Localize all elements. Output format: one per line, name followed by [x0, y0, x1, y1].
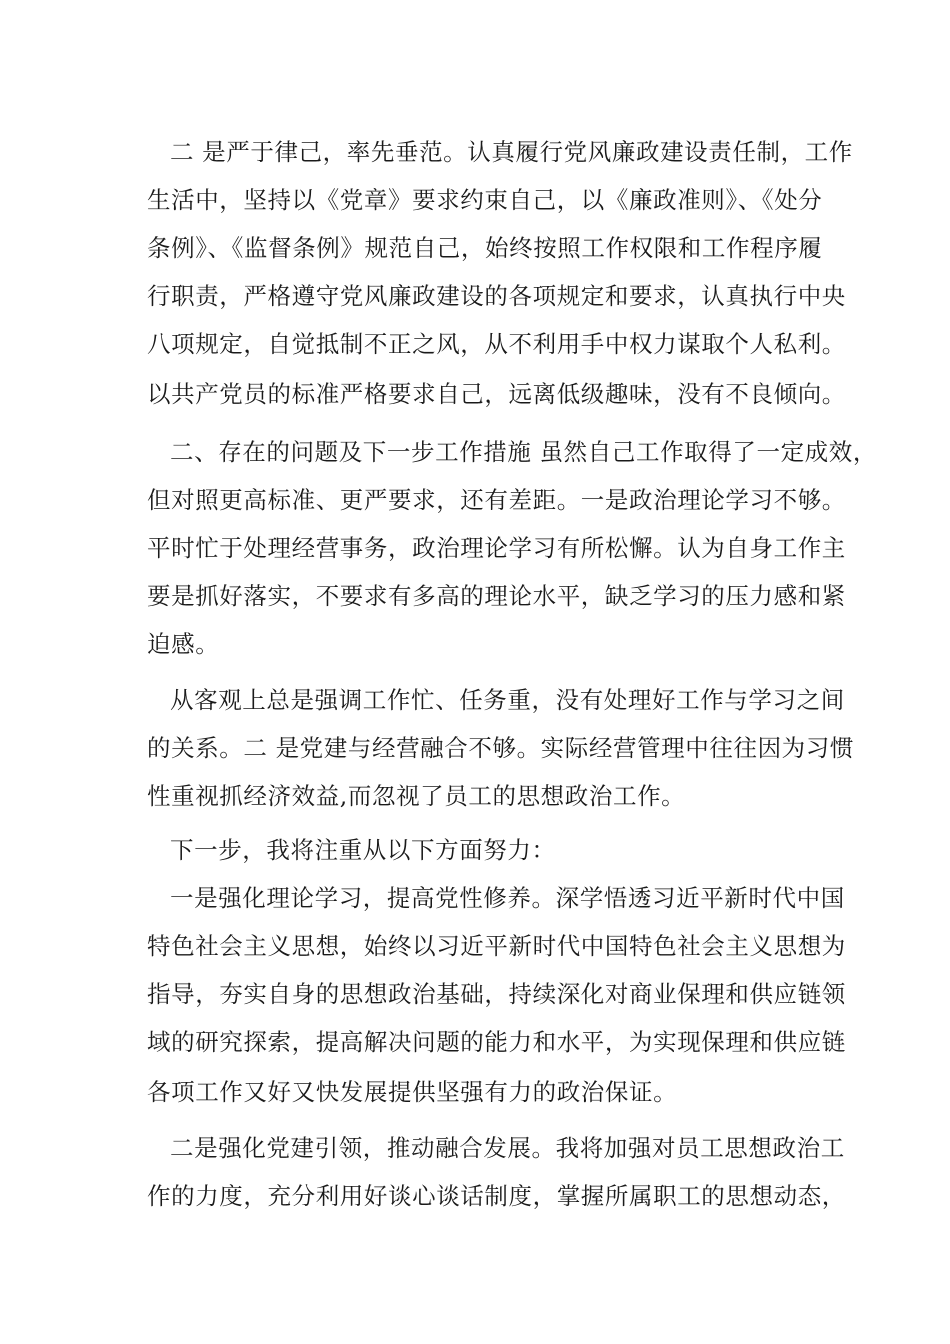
text-line: 生活中，坚持以《党章》要求约束自己，以《廉政准则》、《处分 [147, 186, 823, 214]
text-line: 性重视抓经济效益,而忽视了员工的思想政治工作。 [147, 782, 686, 810]
text-line: 二 是严于律己，率先垂范。认真履行党风廉政建设责任制，工作 [170, 138, 853, 166]
text-line: 各项工作又好又快发展提供坚强有力的政治保证。 [147, 1078, 678, 1106]
text-line: 八项规定，自觉抵制不正之风，从不利用手中权力谋取个人私利。 [147, 330, 846, 358]
text-line: 行职责，严格遵守党风廉政建设的各项规定和要求，认真执行中央 [147, 282, 846, 310]
text-line: 要是抓好落实，不要求有多高的理论水平，缺乏学习的压力感和紧 [147, 582, 846, 610]
text-line: 作的力度，充分利用好谈心谈话制度，掌握所属职工的思想动态， [147, 1182, 846, 1210]
text-line: 特色社会主义思想，始终以习近平新时代中国特色社会主义思想为 [147, 932, 846, 960]
text-line: 平时忙于处理经营事务，政治理论学习有所松懈。认为自身工作主 [147, 534, 846, 562]
text-line: 下一步，我将注重从以下方面努力： [170, 836, 556, 864]
text-line: 从客观上总是强调工作忙、任务重，没有处理好工作与学习之间 [170, 686, 845, 714]
text-line: 但对照更高标准、更严要求，还有差距。一是政治理论学习不够。 [147, 486, 846, 514]
text-line: 域的研究探索，提高解决问题的能力和水平，为实现保理和供应链 [147, 1028, 846, 1056]
text-line: 迫感。 [147, 630, 220, 658]
text-line: 指导，夯实自身的思想政治基础，持续深化对商业保理和供应链领 [147, 980, 846, 1008]
text-line: 的关系。二 是党建与经营融合不够。实际经营管理中往往因为习惯 [147, 734, 854, 762]
text-line: 一是强化理论学习，提高党性修养。深学悟透习近平新时代中国 [170, 884, 845, 912]
text-line: 二、存在的问题及下一步工作措施 虽然自己工作取得了一定成效， [170, 438, 877, 466]
text-line: 二是强化党建引领，推动融合发展。我将加强对员工思想政治工 [170, 1134, 845, 1162]
text-line: 条例》、《监督条例》规范自己，始终按照工作权限和工作程序履 [147, 234, 823, 262]
text-line: 以共产党员的标准严格要求自己，远离低级趣味，没有不良倾向。 [147, 380, 846, 408]
